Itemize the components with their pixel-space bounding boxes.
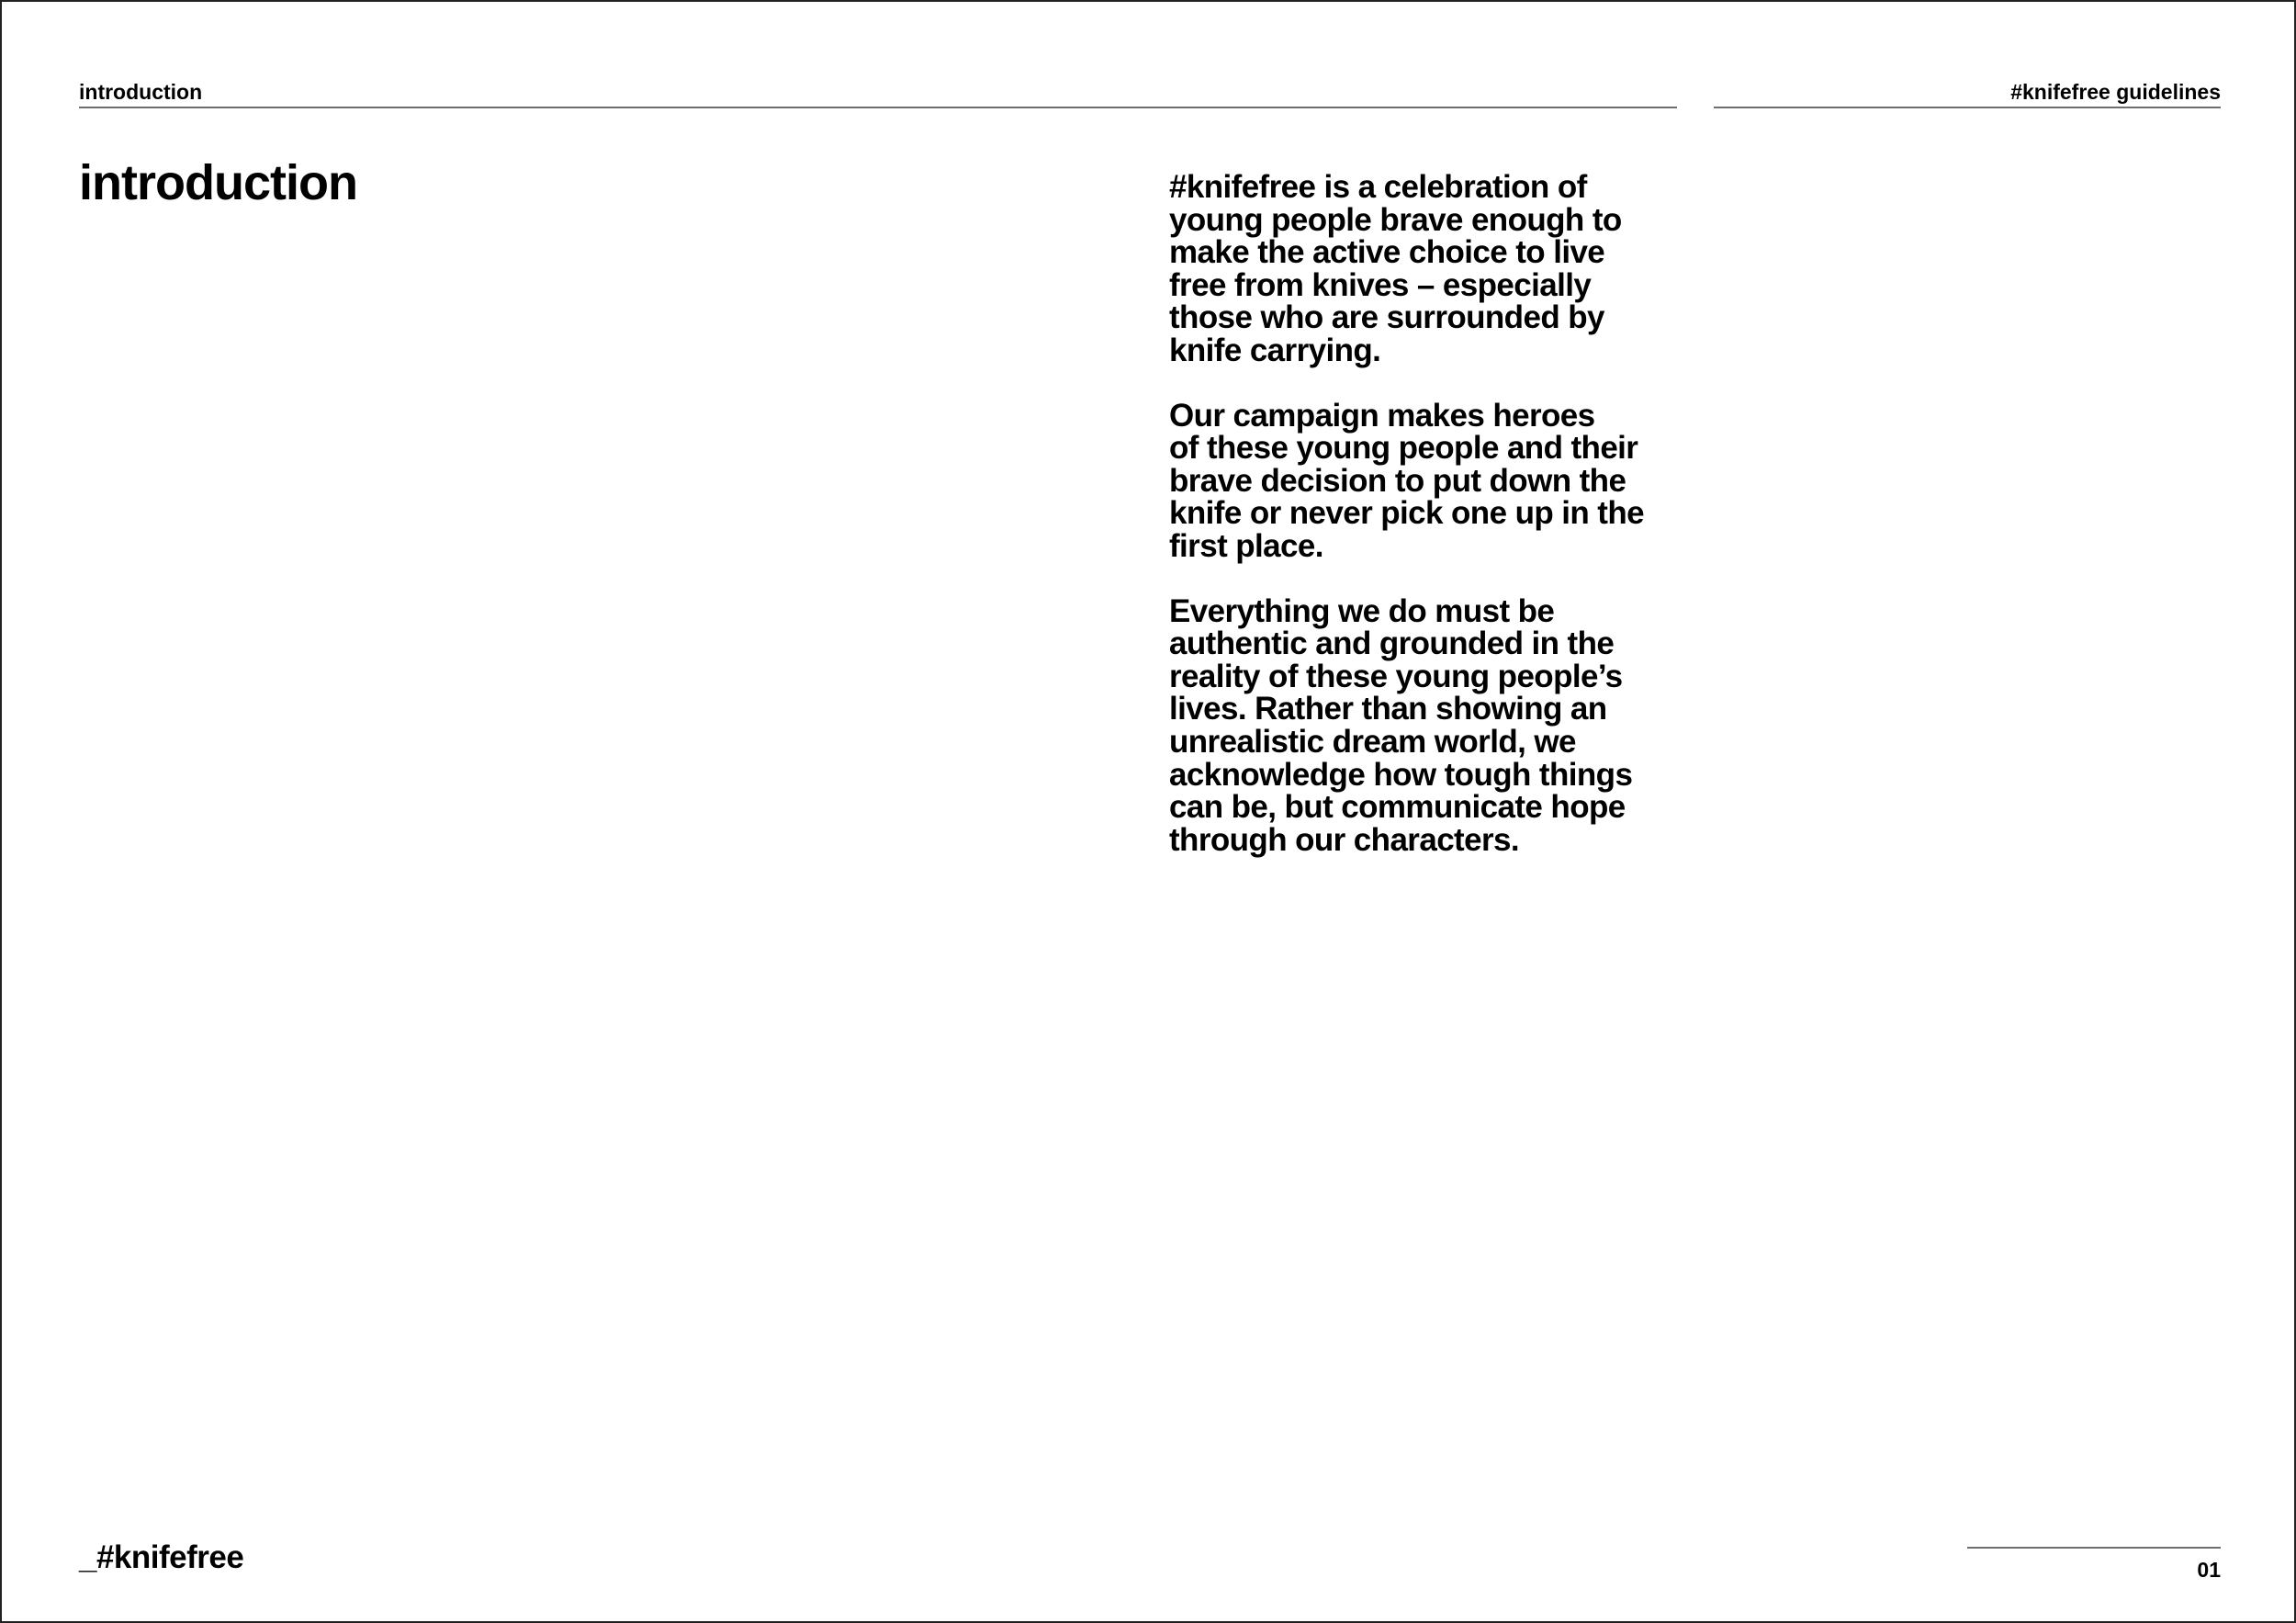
header-document-rule (1714, 75, 2221, 108)
page-title: introduction (79, 155, 357, 210)
text-line: free from knives – especially (1169, 266, 1592, 303)
text-line: through our characters. (1169, 821, 1519, 858)
paragraph-celebration (1169, 171, 1720, 367)
text-line: acknowledge how tough things (1169, 756, 1633, 793)
text-line: of these young people and their (1169, 430, 1638, 467)
text-line: Everything we do must be (1169, 592, 1555, 629)
text-line: reality of these young people’s (1169, 658, 1623, 694)
text-line: unrealistic dream world, we (1169, 723, 1576, 760)
text-line: knife carrying. (1169, 332, 1381, 368)
paragraph-campaign (1169, 397, 1720, 564)
paragraph-authentic (1169, 592, 1720, 858)
text-line: authentic and grounded in the (1169, 626, 1615, 662)
text-line: first place. (1169, 527, 1323, 564)
text-line: lives. Rather than showing an (1169, 691, 1607, 727)
text-line: Our campaign makes heroes (1169, 397, 1595, 434)
text-line: can be, but communicate hope (1169, 789, 1626, 826)
header-section-rule (79, 75, 1677, 108)
body-text-column (1169, 171, 1720, 888)
text-line: brave decision to put down the (1169, 462, 1626, 499)
text-line: make the active choice to live (1169, 234, 1605, 271)
header-document-label: #knifefree guidelines (2010, 80, 2221, 104)
text-line: those who are surrounded by (1169, 299, 1604, 336)
footer-logo: _#knifefree (79, 1539, 244, 1575)
text-line: #knifefree is a celebration of (1169, 169, 1587, 205)
page-number: 01 (2197, 1558, 2221, 1582)
footer-page-rule (1967, 1547, 2221, 1580)
text-line: knife or never pick one up in the (1169, 495, 1644, 532)
text-line: young people brave enough to (1169, 201, 1622, 238)
header-section-label: introduction (79, 80, 203, 104)
